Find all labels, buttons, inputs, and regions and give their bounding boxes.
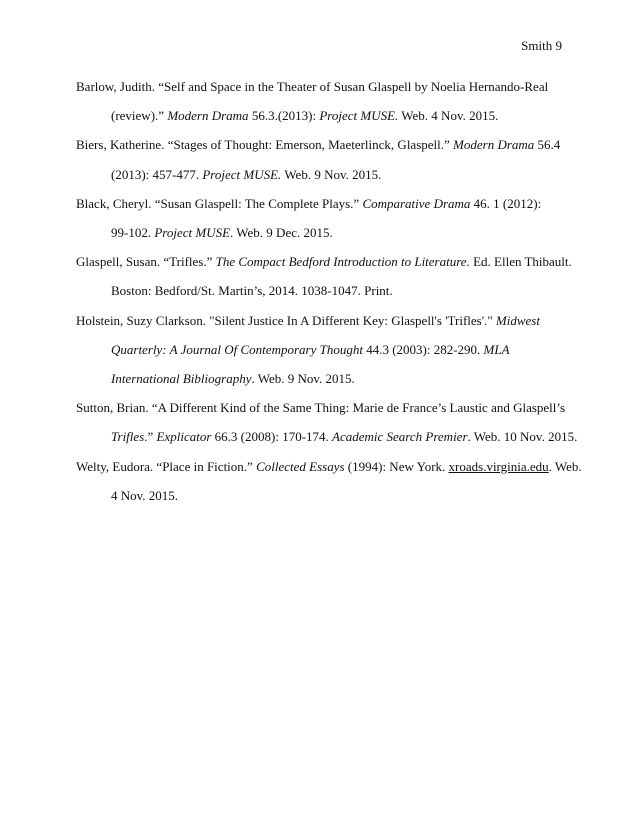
citation-title: International Bibliography (111, 371, 252, 387)
citation-title: Comparative Drama (362, 195, 471, 211)
citation-title: MLA (483, 341, 510, 357)
citation-title: Explicator (156, 429, 212, 445)
citation-line (111, 160, 576, 189)
citation-text: Glaspell, Susan. “Trifles.” (76, 254, 216, 270)
citation-entry (76, 393, 576, 451)
citation-text: . Web. 9 Dec. 2015. (230, 225, 333, 241)
citation-text: Web. 4 Nov. 2015. (398, 108, 499, 124)
citation-title: Quarterly: A Journal Of Contemporary Thought (111, 341, 363, 357)
citation-text: Barlow, Judith. “Self and Space in the Theater of Susan Glaspell by Noelia Hernando-Real (76, 79, 549, 94)
citation-text: Boston: Bedford/St. Martin’s, 2014. 1038-1047. Print. (111, 283, 393, 299)
citation-line (76, 393, 576, 422)
citation-line (111, 481, 576, 510)
citation-text: 44.3 (2003): 282-290. (362, 341, 484, 357)
citation-text: (2013): 457-477. (111, 166, 203, 182)
citation-line (76, 72, 576, 101)
citation-line (76, 306, 576, 335)
citation-title: Modern Drama (453, 137, 535, 153)
citation-text: 56.3.(2013): (248, 108, 320, 124)
citation-text: Black, Cheryl. “Susan Glaspell: The Complete Plays.” (76, 195, 363, 211)
citation-entry (76, 72, 576, 130)
citation-entry (76, 130, 576, 188)
citation-title: Project MUSE. (202, 166, 282, 182)
citation-text: Welty, Eudora. “Place in Fiction.” (76, 458, 257, 474)
citation-title: Project MUSE (154, 225, 231, 241)
works-cited-list (76, 72, 582, 510)
citation-title: Modern Drama (167, 108, 249, 124)
citation-text: Biers, Katherine. “Stages of Thought: Emerson, Maeterlinck, Glaspell.” (76, 137, 454, 153)
citation-link[interactable]: xroads.virginia.edu (448, 458, 549, 474)
citation-line (111, 276, 576, 305)
citation-line (111, 101, 576, 130)
citation-text: Sutton, Brian. “A Different Kind of the Same Thing: Marie de France’s Laustic and Glaspell’s (76, 400, 566, 416)
citation-title: Project MUSE. (319, 108, 399, 124)
citation-entry (76, 452, 582, 510)
citation-text: Ed. Ellen Thibault. (469, 254, 572, 270)
citation-title: Midwest (495, 312, 540, 328)
citation-text: (review).” (111, 108, 168, 124)
citation-line (76, 189, 576, 218)
citation-title: The Compact Bedford Introduction to Literature. (215, 254, 470, 270)
citation-text: Holstein, Suzy Clarkson. "Silent Justice In A Different Key: Glaspell's 'Trifles'." (76, 312, 496, 328)
citation-text: . Web. 10 Nov. 2015. (467, 429, 578, 445)
citation-entry (76, 189, 576, 247)
citation-line (111, 335, 576, 364)
citation-title: Academic Search Premier (332, 429, 468, 445)
citation-title: Collected Essays (256, 458, 345, 474)
citation-text: 56.4 (534, 137, 561, 153)
citation-line (76, 452, 582, 481)
citation-line (76, 130, 576, 159)
citation-text: Web. 9 Nov. 2015. (281, 166, 382, 182)
citation-text: .” (144, 429, 157, 445)
citation-text: . Web. 9 Nov. 2015. (251, 371, 355, 387)
citation-line (111, 364, 576, 393)
citation-entry (76, 247, 576, 305)
citation-text: 66.3 (2008): 170-174. (211, 429, 333, 445)
citation-line (76, 247, 576, 276)
citation-text: . Web. (548, 458, 582, 474)
citation-entry (76, 306, 576, 394)
citation-text: 46. 1 (2012): (470, 195, 542, 211)
citation-text: (1994): New York. (344, 458, 449, 474)
citation-line (111, 422, 576, 451)
citation-text: 4 Nov. 2015. (111, 487, 179, 503)
citation-title: Trifles (111, 429, 145, 445)
citation-text: 99-102. (111, 225, 155, 241)
page-header: Smith 9 (521, 38, 562, 53)
citation-line (111, 218, 576, 247)
